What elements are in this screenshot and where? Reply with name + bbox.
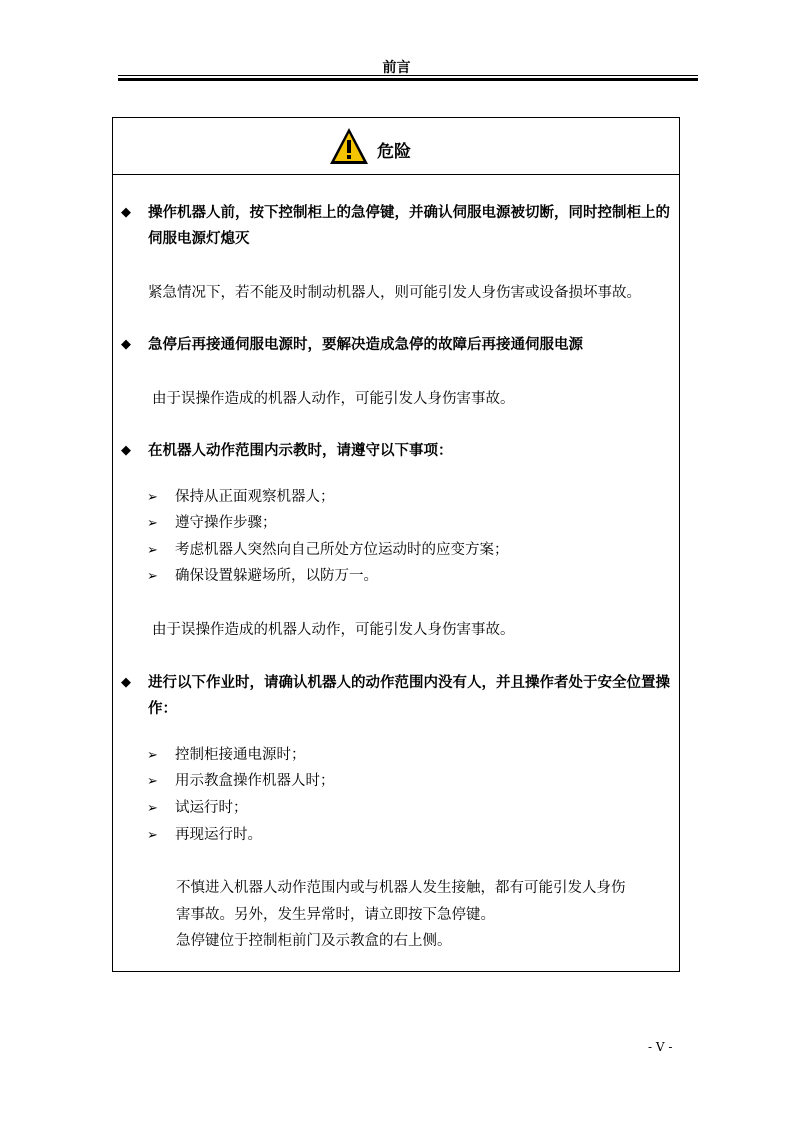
section-4-note-line-1: 不慎进入机器人动作范围内或与机器人发生接触，都有可能引发人身伤 (176, 880, 626, 896)
danger-title: 危险 (377, 142, 411, 162)
arrow-bullet-icon: ➢ (147, 748, 158, 763)
list-item: ➢ 试运行时； (147, 795, 248, 822)
section-4-note-line-3: 急停键位于控制柜前门及示教盒的右上侧。 (176, 933, 452, 949)
list-item: ➢ 保持从正面观察机器人； (147, 484, 335, 511)
danger-box (112, 117, 680, 972)
section-3-heading (121, 438, 676, 464)
section-heading-text: 操作机器人前，按下控制柜上的急停键，并确认伺服电源被切断，同时控制柜上的伺服电源灯熄灭 (148, 205, 670, 247)
section-1-heading (121, 200, 676, 252)
diamond-bullet-icon: ◆ (121, 337, 131, 352)
arrow-bullet-icon: ➢ (147, 801, 158, 816)
arrow-bullet-icon: ➢ (147, 828, 158, 843)
list-item: ➢ 确保设置躲避场所，以防万一。 (147, 563, 378, 590)
diamond-bullet-icon: ◆ (121, 443, 131, 458)
page-number: - V - (648, 1040, 673, 1054)
page-header-title: 前言 (382, 60, 411, 76)
section-heading-text: 急停后再接通伺服电源时，要解决造成急停的故障后再接通伺服电源 (148, 337, 583, 353)
header-rule-thick (118, 78, 698, 81)
arrow-bullet-icon: ➢ (147, 774, 158, 789)
section-4-note-line-2: 害事故。另外，发生异常时，请立即按下急停键。 (176, 907, 495, 923)
list-item: ➢ 再现运行时。 (147, 822, 262, 849)
list-item: ➢ 考虑机器人突然向自己所处方位运动时的应变方案； (147, 537, 509, 564)
section-2-heading (121, 332, 676, 358)
header-rule-thin (118, 75, 698, 76)
section-heading-text: 进行以下作业时，请确认机器人的动作范围内没有人，并且操作者处于安全位置操作： (148, 675, 670, 717)
section-1-note: 紧急情况下，若不能及时制动机器人，则可能引发人身伤害或设备损坏事故。 (148, 285, 641, 301)
section-2-note: 由于误操作造成的机器人动作，可能引发人身伤害事故。 (152, 391, 515, 407)
list-item: ➢ 用示教盒操作机器人时； (147, 768, 335, 795)
diamond-bullet-icon: ◆ (121, 675, 131, 690)
list-item: ➢ 控制柜接通电源时； (147, 742, 306, 769)
arrow-bullet-icon: ➢ (147, 516, 158, 531)
arrow-bullet-icon: ➢ (147, 543, 158, 558)
section-4-heading (121, 670, 676, 722)
arrow-bullet-icon: ➢ (147, 569, 158, 584)
warning-triangle-icon (328, 126, 370, 166)
section-3-note: 由于误操作造成的机器人动作，可能引发人身伤害事故。 (152, 622, 515, 638)
section-heading-text: 在机器人动作范围内示教时，请遵守以下事项： (148, 443, 453, 459)
list-item: ➢ 遵守操作步骤； (147, 510, 277, 537)
arrow-bullet-icon: ➢ (147, 490, 158, 505)
danger-title-row (113, 118, 679, 175)
diamond-bullet-icon: ◆ (121, 205, 131, 220)
